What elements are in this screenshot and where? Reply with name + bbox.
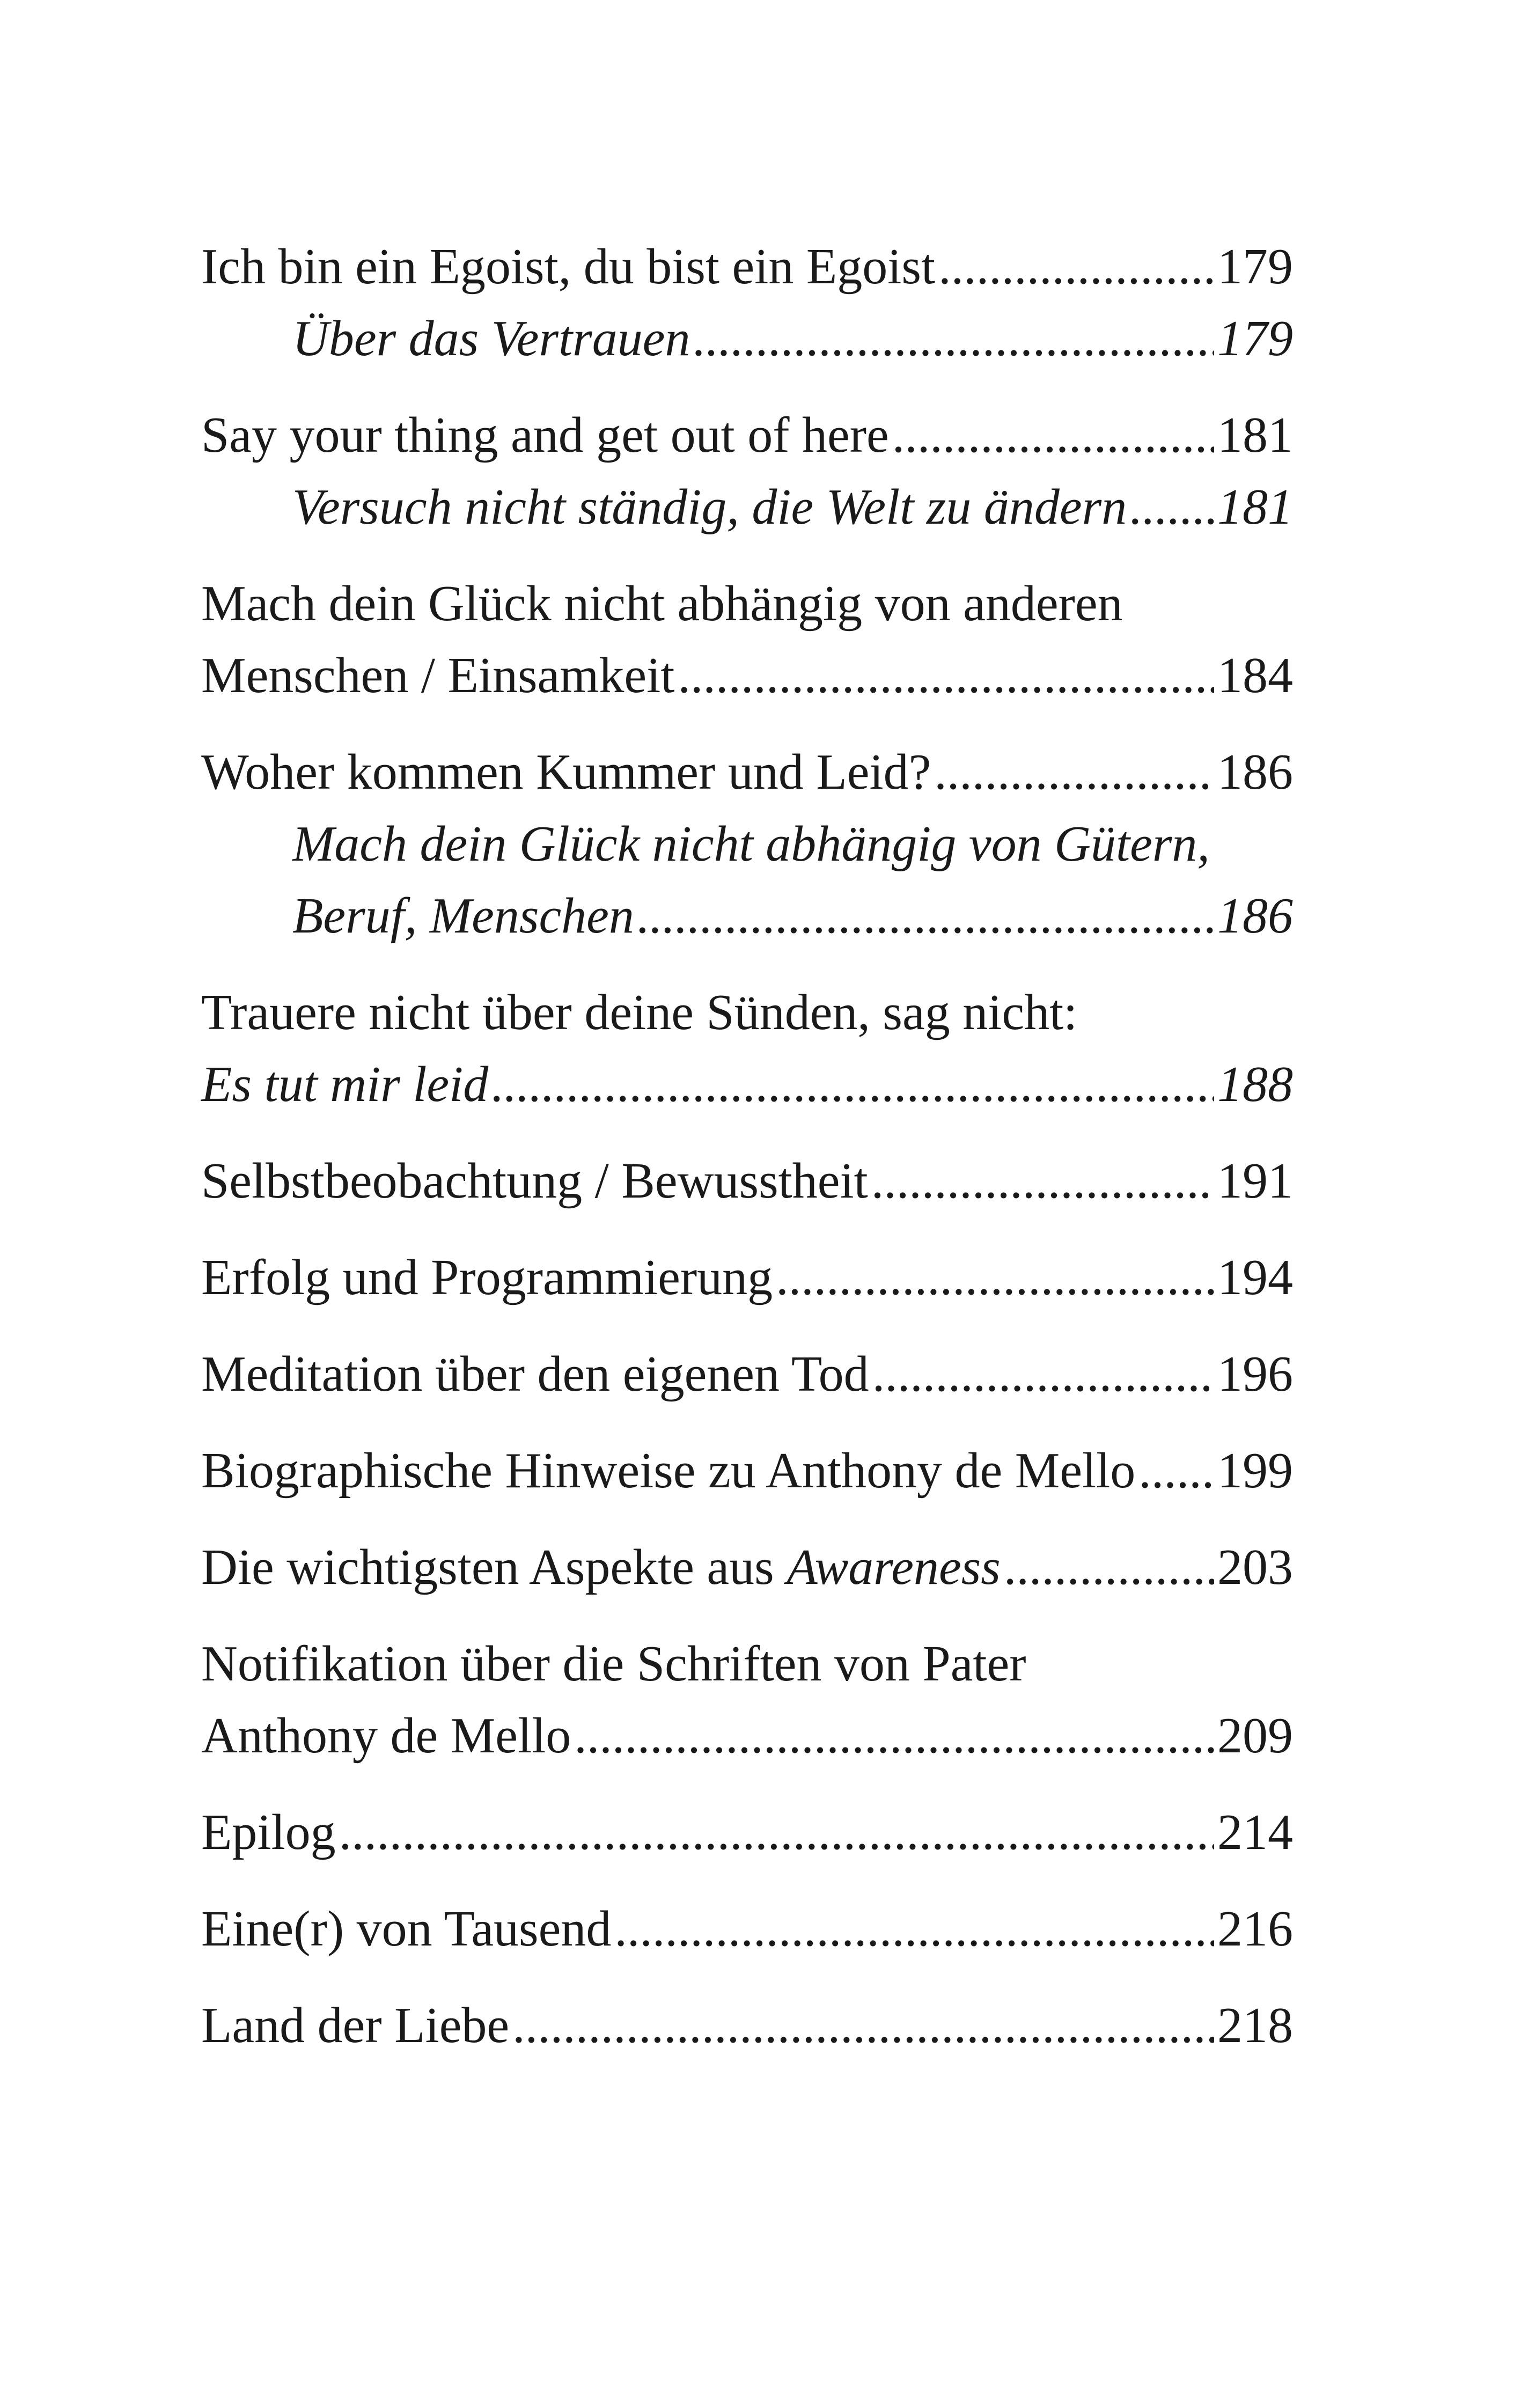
dot-leader (776, 1242, 1214, 1313)
toc-entry (201, 1338, 1293, 1410)
toc-entry (201, 1531, 1293, 1603)
dot-leader (339, 1796, 1214, 1868)
toc-entry-page: 216 (1217, 1901, 1293, 1957)
dot-leader (637, 880, 1214, 952)
toc-entry-page: 181 (1217, 407, 1293, 463)
toc-entry-title: Meditation über den eigenen Tod (201, 1346, 869, 1402)
toc-entry-page: 186 (1217, 744, 1293, 800)
toc-entry-title: Say your thing and get out of here (201, 407, 889, 463)
toc-entry-title-line2: Anthony de Mello (201, 1708, 571, 1764)
toc-entry-page: 203 (1217, 1539, 1293, 1595)
toc-subentry-page: 179 (1217, 311, 1293, 366)
toc-subentry-title-line1: Mach dein Glück nicht abhängig von Gütern, (292, 816, 1210, 872)
toc-entry (201, 231, 1293, 303)
dot-leader (694, 303, 1215, 375)
toc-entry (201, 1145, 1293, 1217)
toc-entry-title-prefix: Die wichtigsten Aspekte aus (201, 1539, 774, 1595)
toc-entry-title-line1: Mach dein Glück nicht abhängig von anderen (201, 576, 1123, 632)
toc-entry-title: Ich bin ein Egoist, du bist ein Egoist (201, 239, 936, 295)
toc-entry-title-line1: Trauere nicht über deine Sünden, sag nicht: (201, 985, 1078, 1040)
toc-subentry (201, 880, 1293, 952)
dot-leader (892, 399, 1214, 471)
toc-entry-title: Woher kommen Kummer und Leid? (201, 744, 931, 800)
toc-entry (201, 1700, 1293, 1772)
toc-entry (201, 1893, 1293, 1965)
dot-leader (491, 1048, 1214, 1120)
toc-subentry-title: Über das Vertrauen (292, 311, 690, 366)
dot-leader (678, 640, 1214, 711)
toc-subentry-page: 186 (1217, 888, 1293, 944)
toc-entry-title: Biographische Hinweise zu Anthony de Mello (201, 1443, 1136, 1499)
toc-entry-title (201, 1531, 1001, 1603)
toc-subentry (201, 471, 1293, 543)
toc-entry-title-line1: Notifikation über die Schriften von Pater (201, 1636, 1026, 1692)
toc-entry (201, 1796, 1293, 1868)
toc-entry-page: 214 (1217, 1804, 1293, 1860)
dot-leader (512, 1989, 1214, 2061)
toc-entry-title: Selbstbeobachtung / Bewusstheit (201, 1153, 868, 1209)
toc-subentry-line1 (201, 808, 1293, 880)
toc-entry-page: 191 (1217, 1153, 1293, 1209)
toc-entry (201, 736, 1293, 808)
toc-entry-title: Eine(r) von Tausend (201, 1901, 612, 1957)
toc-entry (201, 399, 1293, 471)
toc-entry-page: 218 (1217, 1998, 1293, 2053)
dot-leader (574, 1700, 1214, 1772)
dot-leader (938, 231, 1214, 303)
toc-entry (201, 640, 1293, 711)
toc-entry-page: 188 (1217, 1056, 1293, 1112)
toc-entry (201, 1989, 1293, 2061)
toc-entry-title-line2: Es tut mir leid (201, 1056, 489, 1112)
toc-entry-page: 184 (1217, 648, 1293, 703)
toc-entry-title-italic: Awareness (787, 1539, 1001, 1595)
toc-subentry-page: 181 (1217, 479, 1293, 535)
toc-entry-line1 (201, 977, 1293, 1048)
toc-entry-title: Epilog (201, 1804, 336, 1860)
toc-entry-page: 179 (1217, 239, 1293, 295)
toc-entry-line1 (201, 1628, 1293, 1700)
toc-entry-title-line2: Menschen / Einsamkeit (201, 648, 675, 703)
toc-entry-line1 (201, 568, 1293, 640)
dot-leader (1138, 1435, 1214, 1507)
toc-entry-title: Erfolg und Programmierung (201, 1250, 773, 1305)
toc-entry-page: 199 (1217, 1443, 1293, 1499)
toc-entry-page: 209 (1217, 1708, 1293, 1764)
toc-entry (201, 1242, 1293, 1313)
toc-entry-page: 196 (1217, 1346, 1293, 1402)
toc-subentry (201, 303, 1293, 375)
toc-entry-title: Land der Liebe (201, 1998, 510, 2053)
dot-leader (1004, 1531, 1214, 1603)
dot-leader (871, 1145, 1214, 1217)
table-of-contents (201, 231, 1293, 2061)
toc-subentry-title-line2: Beruf, Menschen (292, 888, 634, 944)
toc-entry-page: 194 (1217, 1250, 1293, 1305)
dot-leader (1130, 471, 1214, 543)
dot-leader (872, 1338, 1214, 1410)
dot-leader (614, 1893, 1214, 1965)
toc-entry (201, 1048, 1293, 1120)
toc-subentry-title: Versuch nicht ständig, die Welt zu ändern (292, 479, 1127, 535)
toc-entry (201, 1435, 1293, 1507)
dot-leader (934, 736, 1214, 808)
